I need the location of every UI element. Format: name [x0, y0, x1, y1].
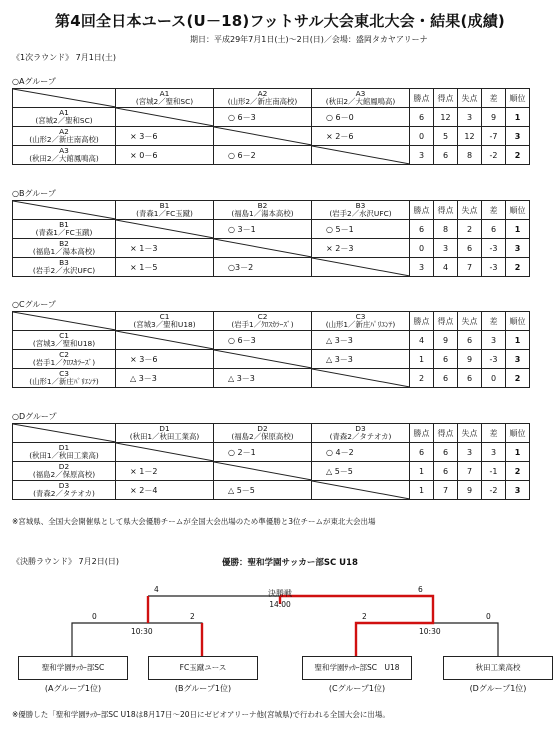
team-name: (福島1／湯本高校) — [231, 209, 294, 218]
self-match-cell — [214, 462, 312, 481]
semi2-right-score: 0 — [486, 612, 491, 621]
rank-value: 1 — [506, 443, 530, 462]
stat-value: 1 — [410, 481, 434, 500]
stat-header: 差 — [482, 312, 506, 331]
stat-header: 差 — [482, 201, 506, 220]
row-team-header — [13, 146, 116, 165]
column-team-header — [116, 424, 214, 443]
stat-value: 6 — [458, 369, 482, 388]
stat-value: 0 — [482, 369, 506, 388]
stat-value: 6 — [410, 443, 434, 462]
table-row — [13, 462, 530, 481]
team-code: A3 — [355, 88, 366, 98]
team-name: (秋田2／大館鳳鳴高) — [29, 154, 99, 163]
diagonal-corner-cell — [13, 89, 116, 108]
stat-value: 3 — [482, 443, 506, 462]
column-team-header — [116, 201, 214, 220]
stat-value: 1 — [410, 350, 434, 369]
event-date-venue: 期日：平成29年7月1日(土)～2日(日)／会場：盛岡タカヤアリーナ — [190, 35, 428, 44]
rank-value: 1 — [506, 331, 530, 350]
team-box-c1: 聖和学園ｻｯｶｰ部SC U18 — [302, 656, 412, 680]
team-code: B1 — [59, 219, 69, 229]
stat-value: 9 — [482, 108, 506, 127]
stat-value: 3 — [410, 146, 434, 165]
stat-value: 6 — [482, 220, 506, 239]
column-team-header — [214, 312, 312, 331]
team-code: D2 — [257, 423, 268, 433]
table-row — [13, 350, 530, 369]
team-box-d1: 秋田工業高校 — [443, 656, 553, 680]
stat-value: 6 — [434, 462, 458, 481]
column-team-header — [312, 312, 410, 331]
row-team-header — [13, 127, 116, 146]
self-match-cell — [312, 146, 410, 165]
stat-value: -1 — [482, 462, 506, 481]
team-code: A1 — [59, 107, 69, 117]
group-table — [12, 311, 530, 388]
diagonal-corner-cell — [13, 424, 116, 443]
match-result: × 3－6 — [116, 127, 214, 146]
team-name: (青森1／FC玉蹴) — [136, 209, 193, 218]
group-label: ○Cグループ — [12, 300, 56, 309]
table-row — [13, 481, 530, 500]
champion-label: 優勝：聖和学園サッカー部SC U18 — [222, 558, 358, 568]
team-name: (青森1／FC玉蹴) — [35, 228, 93, 237]
team-code: A1 — [159, 88, 170, 98]
team-name: (福島2／保原高校) — [32, 470, 96, 479]
bracket-win-c1 — [280, 596, 433, 656]
team-group-d1: (Dグループ1位) — [469, 684, 527, 693]
column-team-header — [312, 201, 410, 220]
semi1-time: 10:30 — [131, 627, 153, 636]
match-result: × 3－6 — [116, 350, 214, 369]
team-name: (宮城2／聖和SC) — [135, 97, 194, 106]
table-row — [13, 369, 530, 388]
final-right-score: 6 — [418, 585, 423, 594]
team-code: B1 — [159, 200, 170, 210]
stat-value: 2 — [410, 369, 434, 388]
stat-header: 差 — [482, 89, 506, 108]
stat-header: 勝点 — [410, 312, 434, 331]
team-code: C2 — [59, 349, 69, 359]
stat-value: 5 — [434, 127, 458, 146]
stat-value: 3 — [458, 108, 482, 127]
team-name: (山形1／新庄ﾊﾟﾘｴﾝﾃ) — [325, 320, 396, 329]
team-name: (青森2／タテオカ) — [33, 489, 95, 498]
stat-value: 1 — [410, 462, 434, 481]
stat-value: 0 — [410, 127, 434, 146]
diagonal-corner-cell — [13, 312, 116, 331]
column-team-header — [116, 312, 214, 331]
group-label: ○Dグループ — [12, 412, 57, 421]
match-result: ○ 6－0 — [312, 108, 410, 127]
team-name: (宮城3／聖和U18) — [32, 339, 96, 348]
stat-header: 勝点 — [410, 424, 434, 443]
match-result: ○ 6－3 — [214, 331, 312, 350]
stat-value: 7 — [434, 481, 458, 500]
qualification-note: ※宮城県、全国大会開催県として県大会優勝チームが全国大会出場のため準優勝と3位チームが東北大会出場 — [12, 517, 376, 526]
row-team-header — [13, 350, 116, 369]
team-box-b1: FC玉蹴ユース — [148, 656, 258, 680]
self-match-cell — [312, 481, 410, 500]
stat-value: 6 — [410, 220, 434, 239]
column-team-header — [116, 89, 214, 108]
column-team-header — [214, 424, 312, 443]
row-team-header — [13, 462, 116, 481]
stat-value: 8 — [434, 220, 458, 239]
stat-value: 8 — [458, 146, 482, 165]
stat-header: 得点 — [434, 312, 458, 331]
stat-header: 順位 — [506, 89, 530, 108]
team-name: (山形2／新庄南高校) — [227, 97, 298, 106]
match-result: × 1－5 — [116, 258, 214, 277]
team-name: (岩手2／水沢UFC) — [329, 209, 392, 218]
self-match-cell — [116, 443, 214, 462]
national-qualification-note: ※優勝した「聖和学園ｻｯｶｰ部SC U18は8月17日～20日にゼビオアリーナ他(宮城県)で行われる全国大会に出場。 — [12, 710, 390, 719]
stat-header: 得点 — [434, 424, 458, 443]
self-match-cell — [312, 258, 410, 277]
stat-value: -2 — [482, 481, 506, 500]
group-label: ○Bグループ — [12, 189, 56, 198]
diagonal-corner-cell — [13, 201, 116, 220]
stat-value: 9 — [458, 481, 482, 500]
team-code: B2 — [257, 200, 268, 210]
row-team-header — [13, 220, 116, 239]
stat-value: 4 — [410, 331, 434, 350]
semi1-right-score: 2 — [190, 612, 195, 621]
column-team-header — [312, 424, 410, 443]
rank-value: 1 — [506, 108, 530, 127]
team-code: D3 — [355, 423, 366, 433]
stat-value: 9 — [434, 331, 458, 350]
stat-value: -7 — [482, 127, 506, 146]
self-match-cell — [312, 369, 410, 388]
team-name: (宮城2／聖和SC) — [35, 116, 93, 125]
semi2-left-score: 2 — [362, 612, 367, 621]
stat-header: 失点 — [458, 424, 482, 443]
stat-value: 3 — [434, 239, 458, 258]
round1-heading: 《1次ラウンド》 7月1日(土) — [12, 53, 117, 62]
group-label: ○Aグループ — [12, 77, 56, 86]
stat-value: 6 — [434, 146, 458, 165]
stat-header: 勝点 — [410, 201, 434, 220]
stat-value: 6 — [434, 443, 458, 462]
match-result: △ 3－3 — [312, 350, 410, 369]
stat-value: 12 — [458, 127, 482, 146]
team-code: C2 — [257, 311, 268, 321]
final-time: 14:00 — [269, 600, 291, 609]
row-team-header — [13, 369, 116, 388]
team-name: (福島2／保原高校) — [231, 432, 294, 441]
row-team-header — [13, 443, 116, 462]
team-name: (青森2／タテオカ) — [329, 432, 392, 441]
stat-value: 12 — [434, 108, 458, 127]
team-name: (福島1／湯本高校) — [32, 247, 96, 256]
team-code: C1 — [59, 330, 69, 340]
bracket-line-d1 — [433, 623, 498, 656]
team-code: B3 — [355, 200, 366, 210]
rank-value: 3 — [506, 127, 530, 146]
self-match-cell — [116, 331, 214, 350]
match-result: △ 5－5 — [312, 462, 410, 481]
team-code: C3 — [355, 311, 366, 321]
table-row — [13, 239, 530, 258]
match-result: × 1－2 — [116, 462, 214, 481]
row-team-header — [13, 239, 116, 258]
stat-header: 順位 — [506, 424, 530, 443]
team-group-b1: (Bグループ1位) — [174, 684, 232, 693]
team-code: C1 — [159, 311, 170, 321]
team-name: (秋田1／秋田工業高) — [129, 432, 200, 441]
stat-value: 7 — [458, 258, 482, 277]
table-row — [13, 108, 530, 127]
stat-header: 失点 — [458, 201, 482, 220]
column-team-header — [312, 89, 410, 108]
team-code: D2 — [58, 461, 70, 471]
table-row — [13, 220, 530, 239]
team-name: (岩手1／ｸﾛｽｶﾗｰｽﾞ) — [32, 358, 96, 367]
rank-value: 3 — [506, 239, 530, 258]
column-team-header — [214, 89, 312, 108]
team-code: B2 — [59, 238, 69, 248]
self-match-cell — [214, 239, 312, 258]
match-result: ○ 2－1 — [214, 443, 312, 462]
stat-value: 0 — [410, 239, 434, 258]
group-table — [12, 423, 530, 500]
match-result: ○ 4－2 — [312, 443, 410, 462]
team-code: D3 — [58, 480, 70, 490]
stat-header: 差 — [482, 424, 506, 443]
self-match-cell — [116, 108, 214, 127]
stat-value: 3 — [458, 443, 482, 462]
column-team-header — [214, 201, 312, 220]
table-row — [13, 331, 530, 350]
match-result: × 1－3 — [116, 239, 214, 258]
team-box-a1: 聖和学園ｻｯｶｰ部SC — [18, 656, 128, 680]
team-name: (山形1／新庄ﾊﾟﾘｴﾝﾃ) — [29, 377, 99, 386]
stat-header: 得点 — [434, 89, 458, 108]
row-team-header — [13, 258, 116, 277]
match-result: ○ 5－1 — [312, 220, 410, 239]
stat-value: -3 — [482, 258, 506, 277]
stat-header: 勝点 — [410, 89, 434, 108]
stat-value: 2 — [458, 220, 482, 239]
stat-value: 3 — [410, 258, 434, 277]
rank-value: 3 — [506, 481, 530, 500]
stat-header: 得点 — [434, 201, 458, 220]
stat-value: 6 — [410, 108, 434, 127]
team-group-c1: (Cグループ1位) — [328, 684, 386, 693]
stat-header: 失点 — [458, 312, 482, 331]
match-result: × 2－4 — [116, 481, 214, 500]
match-result: × 2－3 — [312, 239, 410, 258]
row-team-header — [13, 481, 116, 500]
bracket-line-b1-semi — [148, 623, 202, 656]
stat-value: -3 — [482, 350, 506, 369]
stat-value: 6 — [434, 369, 458, 388]
match-result: ○ 6－3 — [214, 108, 312, 127]
stat-value: 3 — [482, 331, 506, 350]
team-name: (宮城3／聖和U18) — [133, 320, 196, 329]
match-result: × 0－6 — [116, 146, 214, 165]
team-name: (秋田2／大館鳳鳴高) — [325, 97, 396, 106]
team-code: A2 — [59, 126, 69, 136]
match-result: △ 3－3 — [214, 369, 312, 388]
stat-value: 7 — [458, 462, 482, 481]
rank-value: 1 — [506, 220, 530, 239]
semi2-time: 10:30 — [419, 627, 441, 636]
rank-value: 2 — [506, 146, 530, 165]
stat-header: 失点 — [458, 89, 482, 108]
stat-header: 順位 — [506, 201, 530, 220]
stat-value: 9 — [458, 350, 482, 369]
final-left-score: 4 — [154, 585, 159, 594]
row-team-header — [13, 331, 116, 350]
stat-value: 4 — [434, 258, 458, 277]
team-code: D1 — [159, 423, 170, 433]
team-code: C3 — [59, 368, 69, 378]
stat-value: 6 — [434, 350, 458, 369]
team-group-a1: (Aグループ1位) — [44, 684, 102, 693]
round2-heading: 《決勝ラウンド》 7月2日(日) — [12, 557, 119, 566]
stat-header: 順位 — [506, 312, 530, 331]
table-row — [13, 127, 530, 146]
semi1-left-score: 0 — [92, 612, 97, 621]
team-code: A2 — [257, 88, 268, 98]
match-result: △ 3－3 — [312, 331, 410, 350]
self-match-cell — [214, 127, 312, 146]
final-label: 決勝戦 — [268, 589, 292, 598]
rank-value: 3 — [506, 350, 530, 369]
stat-value: -3 — [482, 239, 506, 258]
row-team-header — [13, 108, 116, 127]
team-code: B3 — [59, 257, 69, 267]
team-name: (岩手1／ｸﾛｽｶﾗｰｽﾞ) — [231, 320, 294, 329]
team-code: A3 — [59, 145, 69, 155]
self-match-cell — [116, 220, 214, 239]
team-code: D1 — [58, 442, 70, 452]
rank-value: 2 — [506, 258, 530, 277]
table-row — [13, 443, 530, 462]
match-result: ○3－2 — [214, 258, 312, 277]
team-name: (秋田1／秋田工業高) — [29, 451, 99, 460]
self-match-cell — [214, 350, 312, 369]
match-result: ○ 3－1 — [214, 220, 312, 239]
stat-value: -2 — [482, 146, 506, 165]
match-result: △ 5－5 — [214, 481, 312, 500]
table-row — [13, 146, 530, 165]
stat-value: 6 — [458, 331, 482, 350]
match-result: ○ 6－2 — [214, 146, 312, 165]
table-row — [13, 258, 530, 277]
match-result: △ 3－3 — [116, 369, 214, 388]
rank-value: 2 — [506, 369, 530, 388]
group-table — [12, 88, 530, 165]
match-result: × 2－6 — [312, 127, 410, 146]
rank-value: 2 — [506, 462, 530, 481]
tournament-bracket — [0, 560, 560, 660]
team-name: (岩手2／水沢UFC) — [32, 266, 96, 275]
page-title: 第4回全日本ユース(U－18)フットサル大会東北大会・結果(成績) — [55, 12, 505, 30]
group-table — [12, 200, 530, 277]
stat-value: 6 — [458, 239, 482, 258]
team-name: (山形2／新庄南高校) — [29, 135, 99, 144]
